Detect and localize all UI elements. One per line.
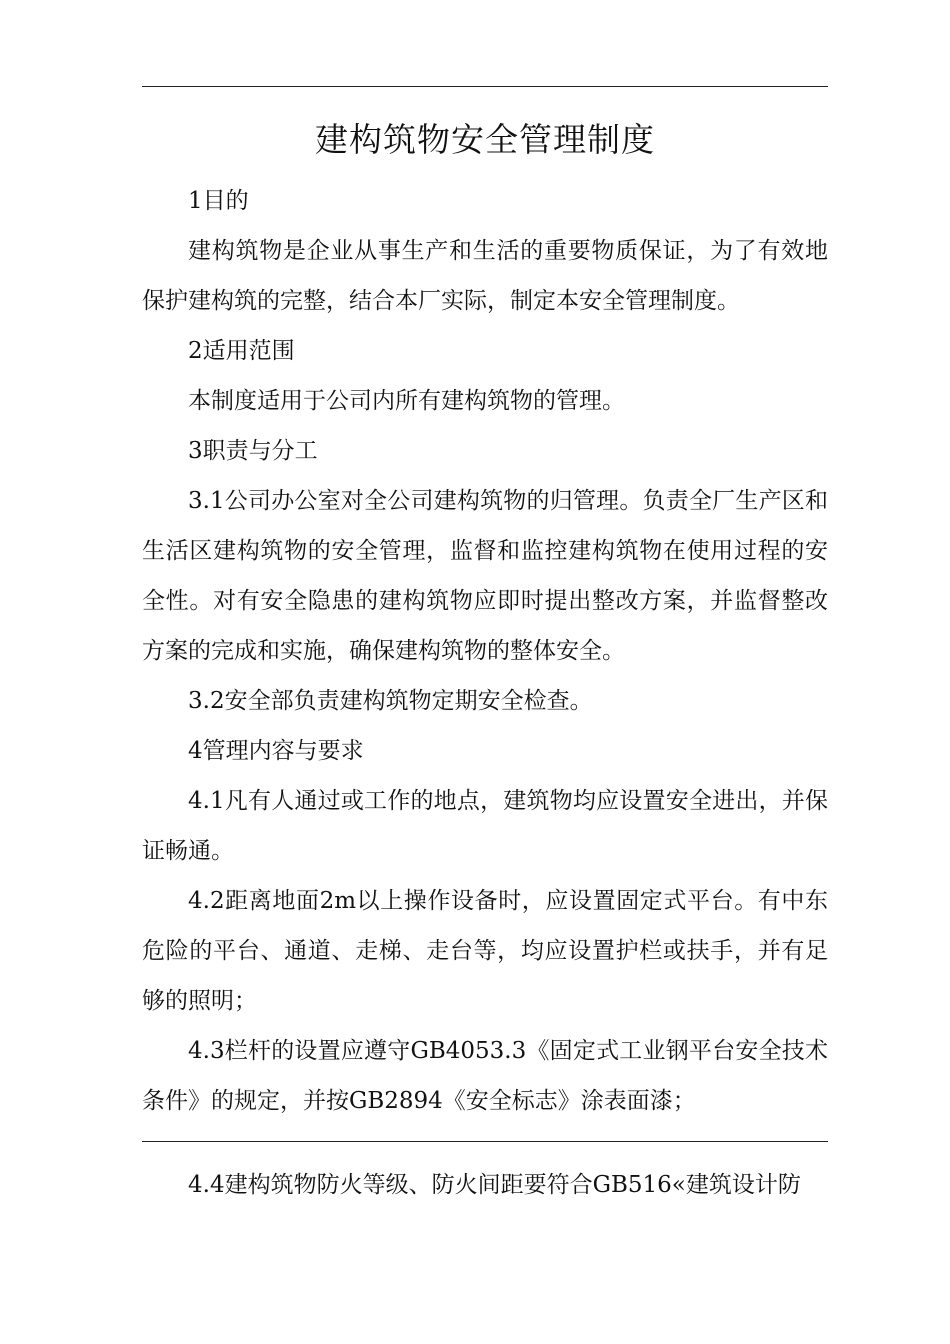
document-body [142, 176, 828, 1126]
section-heading-purpose: 1目的 [188, 188, 249, 214]
paragraph-4-3: 4.3栏杆的设置应遵守GB4053.3《固定式工业钢平台安全技术条件》的规定，并按GB2894《安全标志》涂表面漆； [142, 1038, 828, 1114]
paragraph-4-1: 4.1凡有人通过或工作的地点，建筑物均应设置安全进出，并保证畅通。 [142, 788, 828, 864]
next-page-content [142, 1160, 828, 1210]
header-rule [142, 86, 828, 87]
section-heading-scope: 2适用范围 [188, 338, 295, 364]
paragraph-4-2: 4.2距离地面2m以上操作设备时，应设置固定式平台。有中东危险的平台、通道、走梯、走台等，均应设置护栏或扶手，并有足够的照明； [142, 888, 828, 1014]
paragraph-3-2: 3.2安全部负责建构筑物定期安全检查。 [188, 688, 593, 714]
page-break-rule [142, 1141, 828, 1142]
paragraph-purpose: 建构筑物是企业从事生产和生活的重要物质保证，为了有效地保护建构筑的完整，结合本厂实际，制定本安全管理制度。 [142, 238, 828, 314]
section-heading-responsibilities: 3职责与分工 [188, 438, 318, 464]
section-heading-requirements: 4管理内容与要求 [188, 738, 364, 764]
paragraph-scope: 本制度适用于公司内所有建构筑物的管理。 [188, 388, 625, 414]
paragraph-4-4: 4.4建构筑物防火等级、防火间距要符合GB516«建筑设计防 [188, 1172, 801, 1198]
paragraph-3-1: 3.1公司办公室对全公司建构筑物的归管理。负责全厂生产区和生活区建构筑物的安全管理，监督和监控建构筑物在使用过程的安全性。对有安全隐患的建构筑物应即时提出整改方案，并监督整改方案的完成和实施，确保建构筑物的整体安全。 [142, 488, 828, 664]
document-title: 建构筑物安全管理制度 [315, 120, 655, 159]
